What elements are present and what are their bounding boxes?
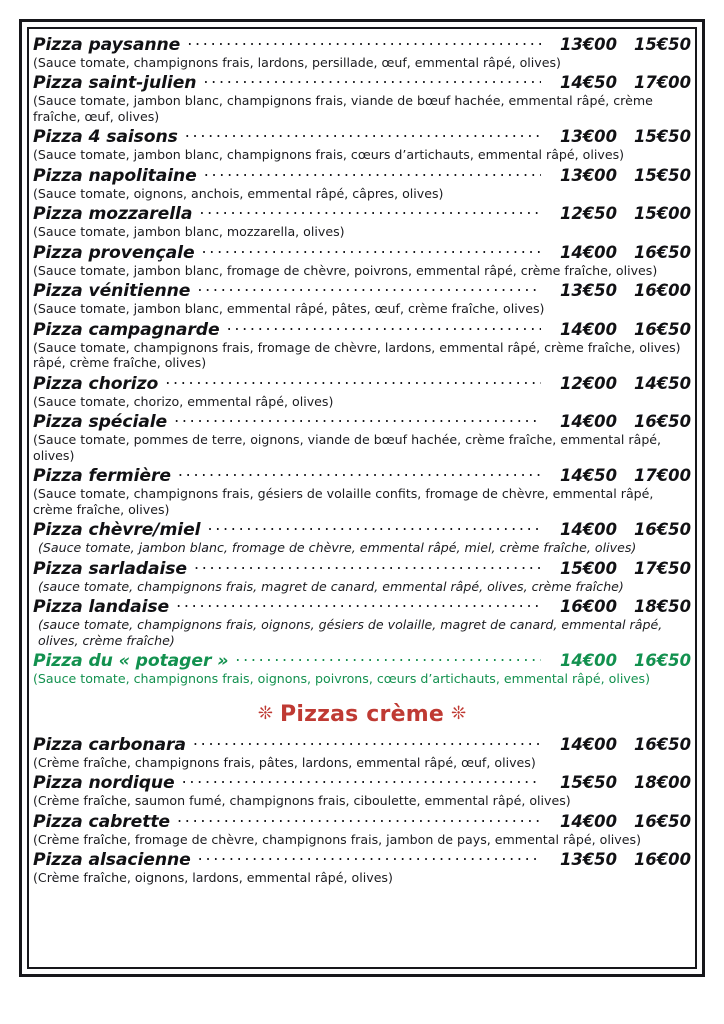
- menu-item-price-small: 15€00: [559, 558, 617, 578]
- menu-item-description: (sauce tomate, champignons frais, oignons, gésiers de volaille, magret de canard, emmental râpé, olives, crème fraîche): [38, 617, 663, 648]
- menu-item-price-small: 13€50: [559, 281, 617, 301]
- menu-item-title-line: [33, 319, 691, 340]
- menu-item: [33, 811, 691, 848]
- menu-item-price-small: 14€00: [559, 412, 617, 432]
- menu-item-name: Pizza paysanne: [33, 35, 181, 55]
- dot-leader: [194, 558, 541, 574]
- menu-item-title-line: [33, 411, 691, 432]
- menu-item-name: Pizza fermière: [33, 466, 171, 487]
- menu-item: [33, 650, 691, 687]
- menu-item-title-line: [33, 72, 691, 93]
- menu-item-price-large: 16€50: [633, 412, 691, 432]
- menu-item-description: (Crème fraîche, saumon fumé, champignons frais, ciboulette, emmental râpé, olives): [33, 793, 571, 809]
- menu-item-price-large: 15€50: [633, 127, 691, 147]
- menu-item: [33, 734, 691, 771]
- menu-item: [33, 165, 691, 202]
- menu-item: [33, 465, 691, 518]
- menu-item-title-line: [33, 596, 691, 617]
- menu-item-price-large: 16€50: [633, 242, 691, 262]
- menu-item-description: (Sauce tomate, champignons frais, oignons, poivrons, cœurs d’artichauts, emmental râpé, olives): [33, 671, 651, 687]
- menu-item-description: (Sauce tomate, chorizo, emmental râpé, olives): [33, 393, 334, 409]
- menu-item: [33, 558, 691, 595]
- dot-leader: [207, 519, 541, 535]
- dot-leader: [182, 772, 541, 788]
- menu-item-description: (Sauce tomate, jambon blanc, fromage de chèvre, emmental râpé, miel, crème fraîche, olives): [38, 540, 637, 556]
- menu-section-pizzas-creme: [33, 734, 691, 887]
- menu-item-price-small: 12€00: [559, 373, 617, 393]
- menu-item-description: (Crème fraîche, champignons frais, pâtes, lardons, emmental râpé, œuf, olives): [33, 754, 536, 770]
- menu-item: [33, 242, 691, 279]
- menu-item-title-line: [33, 242, 691, 263]
- menu-item-price-small: 16€00: [559, 597, 617, 617]
- floral-ornament-right-icon: ❊: [450, 702, 467, 724]
- menu-item-title-line: [33, 650, 691, 671]
- menu-item-name: Pizza campagnarde: [33, 319, 220, 340]
- menu-item-description: (Sauce tomate, champignons frais, lardons, persillade, œuf, emmental râpé, olives): [33, 55, 561, 70]
- menu-item-description: (sauce tomate, champignons frais, magret de canard, emmental râpé, olives, crème fraîche): [38, 578, 624, 594]
- menu-item-title-line: [33, 519, 691, 540]
- menu-item-price-small: 14€50: [559, 466, 617, 486]
- menu-item-price-large: 16€50: [633, 319, 691, 339]
- menu-item-price-large: 15€50: [633, 35, 691, 54]
- menu-item-title-line: [33, 203, 691, 224]
- menu-item-description: (Sauce tomate, champignons frais, gésiers de volaille confits, fromage de chèvre, emmental râpé, crème fraîche, olives): [33, 486, 654, 517]
- menu-item-title-line: [33, 165, 691, 186]
- menu-item: [33, 72, 691, 125]
- dot-leader: [227, 319, 541, 335]
- menu-item-price-small: 12€50: [559, 204, 617, 224]
- menu-item-price-large: 16€50: [633, 811, 691, 831]
- menu-item-price-small: 13€00: [559, 127, 617, 147]
- menu-item-name: Pizza alsacienne: [33, 850, 191, 871]
- dot-leader: [199, 203, 541, 219]
- menu-item-description: (Crème fraîche, oignons, lardons, emmental râpé, olives): [33, 870, 393, 886]
- menu-item-price-large: 16€50: [633, 734, 691, 754]
- dot-leader: [235, 650, 541, 666]
- dot-leader: [187, 34, 541, 50]
- menu-item: [33, 34, 691, 71]
- dot-leader: [165, 373, 541, 389]
- menu-item-price-large: 15€50: [633, 165, 691, 185]
- menu-item-price-small: 14€50: [559, 73, 617, 93]
- menu-item-title-line: [33, 772, 691, 793]
- menu-item-title-line: [33, 373, 691, 394]
- menu-item-price-large: 17€00: [633, 73, 691, 93]
- dot-leader: [204, 165, 541, 181]
- menu-item-name: Pizza chèvre/miel: [33, 520, 201, 541]
- menu-item: [33, 772, 691, 809]
- menu-item-name: Pizza du « potager »: [33, 651, 229, 672]
- menu-item-title-line: [33, 734, 691, 755]
- menu-item-name: Pizza mozzarella: [33, 204, 193, 225]
- menu-item-title-line: [33, 280, 691, 301]
- menu-item-description: (Sauce tomate, jambon blanc, mozzarella, olives): [33, 224, 345, 240]
- menu-item-description: (Sauce tomate, jambon blanc, champignons frais, cœurs d’artichauts, emmental râpé, olives): [33, 147, 625, 163]
- menu-item-name: Pizza sarladaise: [33, 558, 187, 579]
- menu-item: [33, 411, 691, 464]
- menu-item-description: (Sauce tomate, champignons frais, fromage de chèvre, lardons, emmental râpé, crème fraîche, olives) râpé, crème fraîche, olives): [33, 339, 681, 371]
- menu-item-description: (Sauce tomate, pommes de terre, oignons, viande de bœuf hachée, crème fraîche, emmental râpé, olives): [33, 432, 662, 463]
- menu-item-price-large: 16€50: [633, 520, 691, 540]
- menu-item: [33, 203, 691, 240]
- dot-leader: [197, 280, 541, 296]
- menu-item-price-small: 14€00: [559, 520, 617, 540]
- menu-item: [33, 373, 691, 410]
- menu-item-price-large: 18€50: [633, 597, 691, 617]
- dot-leader: [203, 72, 541, 88]
- dot-leader: [178, 465, 541, 481]
- menu-item-name: Pizza saint-julien: [33, 73, 197, 94]
- menu-item-description: (Crème fraîche, fromage de chèvre, champignons frais, jambon de pays, emmental râpé, olives): [33, 831, 641, 847]
- menu-item-price-large: 16€00: [633, 281, 691, 301]
- menu-item-price-small: 14€00: [559, 651, 617, 671]
- menu-item-name: Pizza landaise: [33, 597, 170, 618]
- menu-content: [33, 34, 691, 962]
- menu-item-price-small: 13€00: [559, 165, 617, 185]
- section-title-text: Pizzas crème: [280, 701, 444, 727]
- dot-leader: [185, 126, 541, 142]
- menu-item-price-small: 15€50: [559, 773, 617, 793]
- menu-item-name: Pizza spéciale: [33, 412, 168, 433]
- menu-item-name: Pizza cabrette: [33, 811, 170, 832]
- menu-item-price-large: 17€50: [633, 558, 691, 578]
- menu-item: [33, 280, 691, 317]
- menu-item: [33, 849, 691, 886]
- dot-leader: [176, 596, 541, 612]
- menu-item-name: Pizza carbonara: [33, 734, 186, 755]
- menu-item-name: Pizza chorizo: [33, 373, 159, 394]
- menu-item-description: (Sauce tomate, jambon blanc, emmental râpé, pâtes, œuf, crème fraîche, olives): [33, 301, 545, 317]
- menu-item-price-large: 16€50: [633, 651, 691, 671]
- menu-item-price-large: 17€00: [633, 466, 691, 486]
- menu-item-price-small: 13€00: [559, 35, 617, 54]
- menu-item-price-large: 15€00: [633, 204, 691, 224]
- menu-item-price-large: 14€50: [633, 373, 691, 393]
- menu-item-name: Pizza 4 saisons: [33, 127, 178, 148]
- menu-item-price-small: 14€00: [559, 734, 617, 754]
- section-heading-pizzas-creme: [33, 702, 691, 727]
- dot-leader: [193, 734, 541, 750]
- menu-item-description: (Sauce tomate, oignons, anchois, emmental râpé, câpres, olives): [33, 185, 444, 201]
- menu-item-title-line: [33, 811, 691, 832]
- menu-item-name: Pizza nordique: [33, 773, 175, 794]
- menu-section-pizzas-tomate: [33, 34, 691, 688]
- menu-item-title-line: [33, 465, 691, 486]
- menu-item-price-small: 13€50: [559, 850, 617, 870]
- menu-item-description: (Sauce tomate, jambon blanc, champignons frais, viande de bœuf hachée, emmental râpé, crème fraîche, œuf, olives): [33, 93, 653, 124]
- menu-item-price-small: 14€00: [559, 319, 617, 339]
- menu-item-name: Pizza provençale: [33, 242, 195, 263]
- menu-item-description: (Sauce tomate, jambon blanc, fromage de chèvre, poivrons, emmental râpé, crème fraîche, olives): [33, 262, 658, 278]
- menu-item-title-line: [33, 34, 691, 55]
- dot-leader: [177, 811, 541, 827]
- menu-item-price-large: 18€00: [633, 773, 691, 793]
- dot-leader: [198, 849, 541, 865]
- menu-item-name: Pizza napolitaine: [33, 165, 197, 186]
- dot-leader: [174, 411, 541, 427]
- menu-item: [33, 126, 691, 163]
- menu-item: [33, 319, 691, 372]
- menu-item-price-large: 16€00: [633, 850, 691, 870]
- menu-item-title-line: [33, 849, 691, 870]
- menu-item: [33, 519, 691, 556]
- menu-item-name: Pizza vénitienne: [33, 281, 191, 302]
- menu-item-title-line: [33, 558, 691, 579]
- dot-leader: [202, 242, 542, 258]
- menu-item-title-line: [33, 126, 691, 147]
- menu-item-price-small: 14€00: [559, 242, 617, 262]
- menu-item-price-small: 14€00: [559, 811, 617, 831]
- floral-ornament-left-icon: ❊: [257, 702, 274, 724]
- menu-item: [33, 596, 691, 649]
